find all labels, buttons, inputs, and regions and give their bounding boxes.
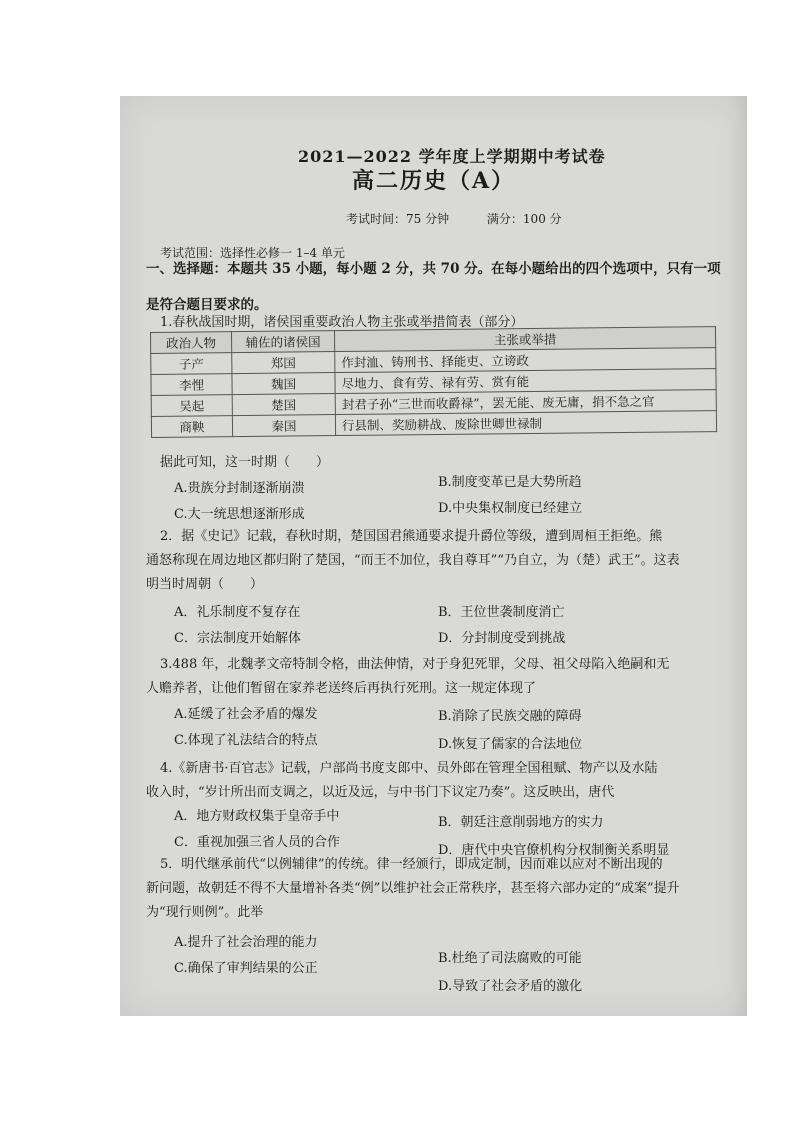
table-cell: 楚国 [232, 394, 335, 416]
q1-stem: 1.春秋战国时期，诸侯国重要政治人物主张或举措简表（部分） [160, 315, 524, 330]
q4-stem-line: 4.《新唐书·百官志》记载，户部尚书度支郎中、员外郎在管理全国租赋、物产以及水陆 [160, 761, 658, 776]
q3-option-b: B.消除了民族交融的障碍 [438, 709, 582, 724]
q4-stem-line: 收入时，“岁计所出而支调之，以近及远，与中书门下议定乃奏”。这反映出，唐代 [146, 785, 615, 800]
q4-option-d: D．唐代中央官僚机构分权制衡关系明显 [438, 843, 670, 858]
q2-option-c: C．宗法制度开始解体 [174, 631, 301, 646]
q3-stem-line: 人赡养者，让他们暂留在家养老送终后再执行死刑。这一规定体现了 [146, 681, 537, 696]
q3-option-a: A.延缓了社会矛盾的爆发 [174, 707, 318, 722]
q4-option-b: B．朝廷注意削弱地方的实力 [438, 815, 604, 830]
exam-title: 2021—2022 学年度上学期期中考试卷 [298, 147, 606, 166]
q2-option-b: B．王位世袭制度消亡 [438, 605, 565, 620]
exam-scope: 考试范围：选择性必修一 1–4 单元 [160, 246, 345, 260]
q5-stem-line: 新问题，故朝廷不得不大量增补各类“例”以维护社会正常秩序，甚至将六部办定的“成案”提升 [146, 881, 680, 896]
table-header: 政治人物 [151, 332, 232, 354]
subject-title: 高二历史（A） [352, 168, 516, 194]
table-header: 主张或举措 [334, 327, 715, 352]
q5-option-a: A.提升了社会治理的能力 [174, 935, 318, 950]
exam-time: 考试时间：75 分钟 [346, 212, 450, 226]
q1-option-b: B.制度变革已是大势所趋 [438, 475, 582, 490]
q4-option-c: C．重视加强三省人员的合作 [174, 835, 340, 850]
table-cell: 子产 [151, 353, 232, 375]
q1-stem-after: 据此可知，这一时期（ ） [160, 455, 330, 470]
q5-option-d: D.导致了社会矛盾的激化 [438, 979, 583, 994]
q5-option-b: B.杜绝了司法腐败的可能 [438, 951, 582, 966]
table-cell: 魏国 [232, 373, 335, 395]
table-cell: 郑国 [232, 352, 335, 374]
q3-option-d: D.恢复了儒家的合法地位 [438, 737, 583, 752]
table-header: 辅佐的诸侯国 [232, 331, 335, 353]
q1-option-d: D.中央集权制度已经建立 [438, 501, 583, 516]
paper-shadow [729, 96, 747, 1016]
q2-stem-line: 2．据《史记》记载，春秋时期，楚国国君熊通要求提升爵位等级，遭到周桓王拒绝。熊 [160, 529, 663, 544]
table-cell: 李悝 [151, 374, 232, 396]
table-cell: 吴起 [151, 395, 232, 417]
table-cell: 尽地力、食有劳、禄有劳、赏有能 [335, 369, 716, 394]
q5-stem-line: 5．明代继承前代“以例辅律”的传统。律一经颁行，即成定制，因而难以应对不断出现的 [160, 857, 663, 872]
q5-option-c: C.确保了审判结果的公正 [174, 961, 318, 976]
q3-option-c: C.体现了礼法结合的特点 [174, 733, 318, 748]
q1-option-a: A.贵族分封制逐渐崩溃 [174, 481, 305, 496]
section-heading: 一、选择题：本题共 35 小题，每小题 2 分，共 70 分。在每小题给出的四个选项中，只有一项 [146, 261, 721, 277]
q2-stem-line: 通怒称现在周边地区都归附了楚国，“而王不加位，我自尊耳”“乃自立，为（楚）武王”。这表 [146, 553, 680, 568]
exam-paper [120, 96, 747, 1016]
table-cell: 秦国 [232, 415, 335, 437]
q2-option-d: D．分封制度受到挑战 [438, 631, 566, 646]
table-cell: 作封洫、铸刑书、择能吏、立谤政 [335, 348, 716, 373]
table-cell: 封君子孙“三世而收爵禄”，罢无能、废无庸，捐不急之官 [335, 390, 716, 415]
section-heading-cont: 是符合题目要求的。 [146, 297, 268, 313]
table-cell: 商鞅 [151, 416, 232, 438]
table-row [151, 411, 716, 438]
full-score: 满分：100 分 [486, 212, 562, 226]
exam-info [346, 210, 596, 228]
q1-option-c: C.大一统思想逐渐形成 [174, 507, 305, 522]
q3-stem-line: 3.488 年，北魏孝文帝特制令格，曲法伸情，对于身犯死罪，父母、祖父母陷入绝嗣和无 [160, 657, 670, 672]
q2-option-a: A．礼乐制度不复存在 [174, 605, 301, 620]
q5-stem-line: 为“现行则例”。此举 [146, 905, 264, 920]
table-cell: 行县制、奖励耕战、废除世卿世禄制 [335, 411, 716, 436]
q2-stem-line: 明当时周朝（ ） [146, 577, 264, 592]
q4-option-a: A．地方财政权集于皇帝手中 [174, 809, 340, 824]
q1-table [150, 326, 717, 438]
